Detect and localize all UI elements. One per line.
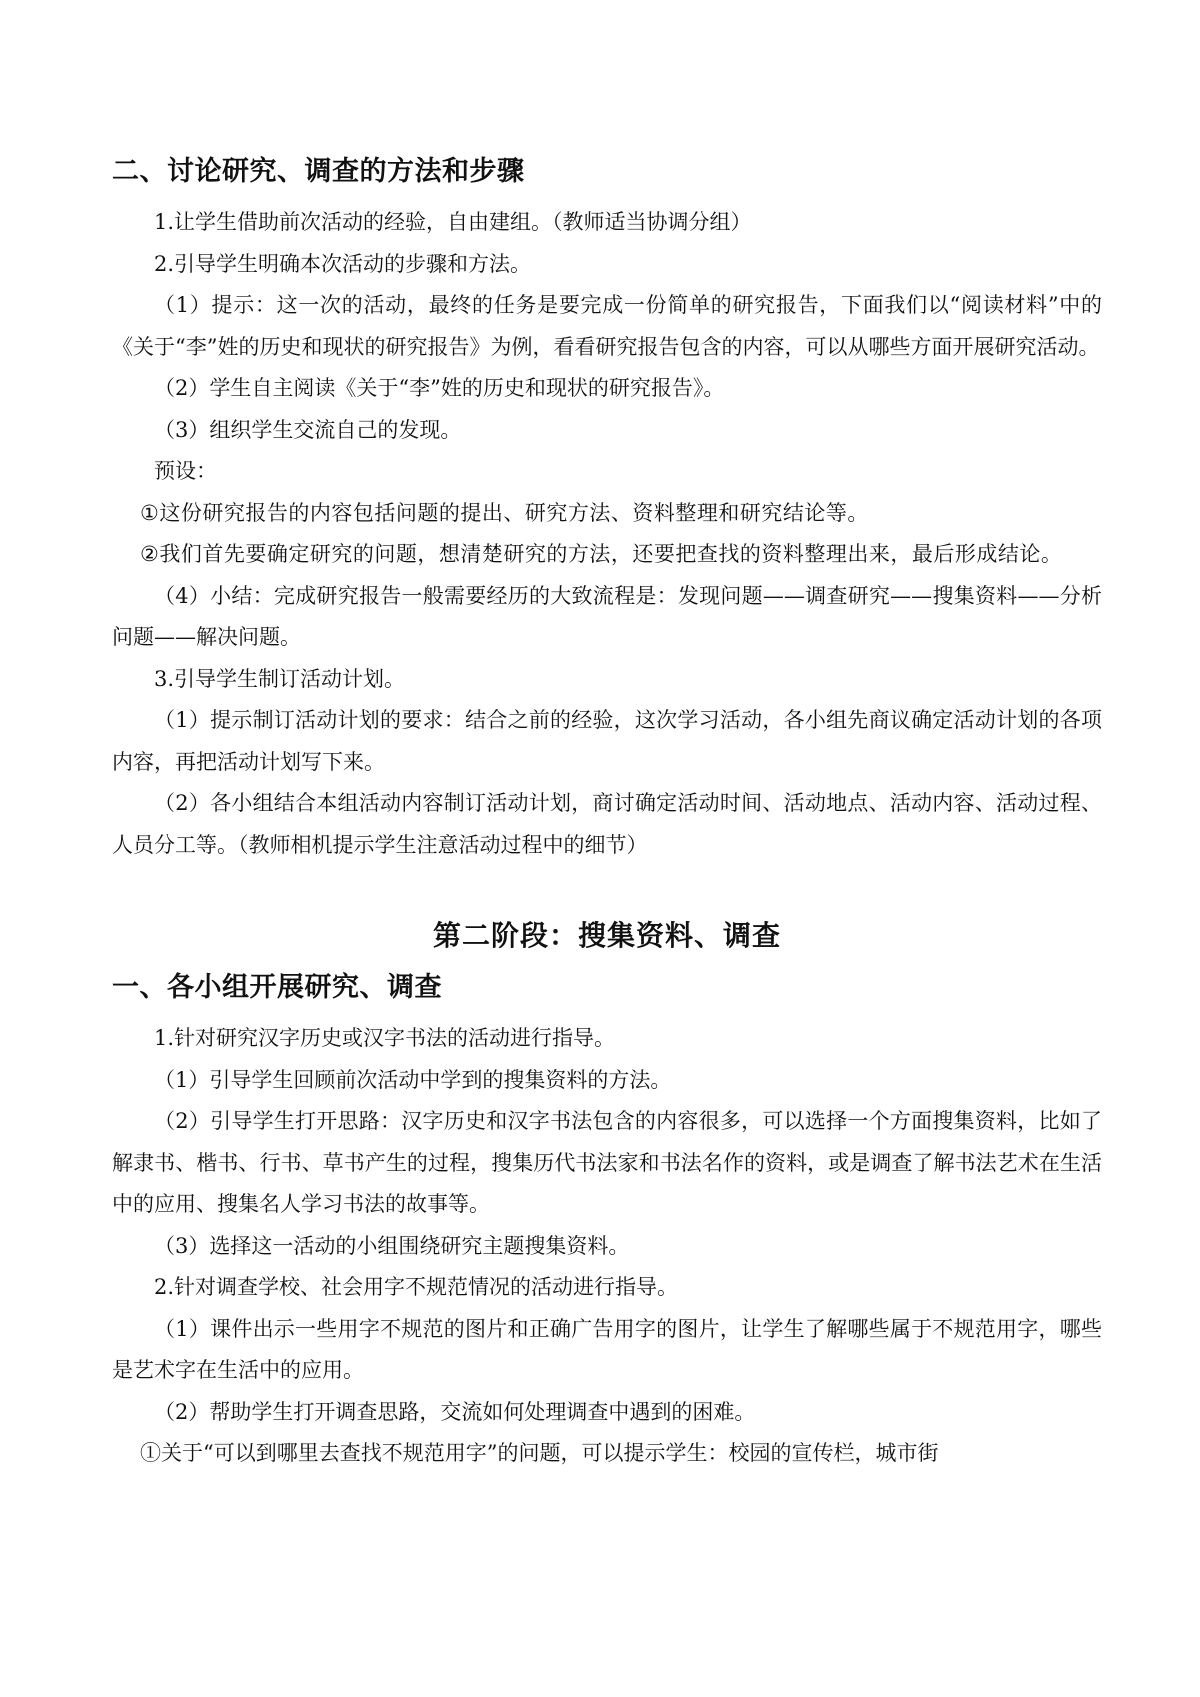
paragraph: ①关于“可以到哪里去查找不规范用字”的问题，可以提示学生：校园的宣传栏，城市街 (140, 1441, 939, 1465)
paragraph: （1）引导学生回顾前次活动中学到的搜集资料的方法。 (154, 1067, 672, 1092)
paragraph: 3.引导学生制订活动计划。 (154, 666, 406, 691)
paragraph: 2.引导学生明确本次活动的步骤和方法。 (154, 251, 532, 276)
preset-item: ①这份研究报告的内容包括问题的提出、研究方法、资料整理和研究结论等。 (140, 500, 869, 525)
paragraph: 1.针对研究汉字历史或汉字书法的活动进行指导。 (154, 1026, 616, 1050)
preset-label: 预设： (154, 459, 217, 483)
stage-title: 第二阶段：搜集资料、调查 (432, 919, 781, 952)
paragraph: 1.让学生借助前次活动的经验，自由建组。（教师适当协调分组） (154, 210, 752, 234)
paragraph: （3）选择这一活动的小组围绕研究主题搜集资料。 (154, 1233, 630, 1258)
paragraph: （2）学生自主阅读《关于“李”姓的历史和现状的研究报告》。 (154, 376, 725, 400)
paragraph: （1）课件出示一些用字不规范的图片和正确广告用字的图片，让学生了解哪些属于不规范用字，哪些是艺术字在生活中的应用。 (112, 1316, 1102, 1382)
paragraph: （3）组织学生交流自己的发现。 (154, 417, 462, 442)
paragraph: 2.针对调查学校、社会用字不规范情况的活动进行指导。 (154, 1275, 679, 1299)
section-heading-discussion: 二、讨论研究、调查的方法和步骤 (112, 156, 525, 187)
document-page (112, 152, 1102, 1475)
paragraph: （4）小结：完成研究报告一般需要经历的大致流程是：发现问题——调查研究——搜集资料——分析问题——解决问题。 (112, 583, 1102, 649)
paragraph: （1）提示：这一次的活动，最终的任务是要完成一份简单的研究报告，下面我们以“阅读材料”中的《关于“李”姓的历史和现状的研究报告》为例，看看研究报告包含的内容，可以从哪些方面开展研究活动。 (112, 293, 1102, 359)
paragraph: （2）引导学生打开思路：汉字历史和汉字书法包含的内容很多，可以选择一个方面搜集资料，比如了解隶书、楷书、行书、草书产生的过程，搜集历代书法家和书法名作的资料，或是调查了解书法艺术在生活中的应用、搜集名人学习书法的故事等。 (112, 1109, 1102, 1216)
paragraph: （1）提示制订活动计划的要求：结合之前的经验，这次学习活动，各小组先商议确定活动计划的各项内容，再把活动计划写下来。 (112, 708, 1102, 774)
preset-item: ②我们首先要确定研究的问题，想清楚研究的方法，还要把查找的资料整理出来，最后形成结论。 (140, 542, 1063, 566)
paragraph: （2）帮助学生打开调查思路，交流如何处理调查中遇到的困难。 (154, 1399, 756, 1424)
paragraph: （2）各小组结合本组活动内容制订活动计划，商讨确定活动时间、活动地点、活动内容、活动过程、人员分工等。（教师相机提示学生注意活动过程中的细节） (112, 791, 1102, 857)
section-heading-groups: 一、各小组开展研究、调查 (112, 972, 442, 1003)
